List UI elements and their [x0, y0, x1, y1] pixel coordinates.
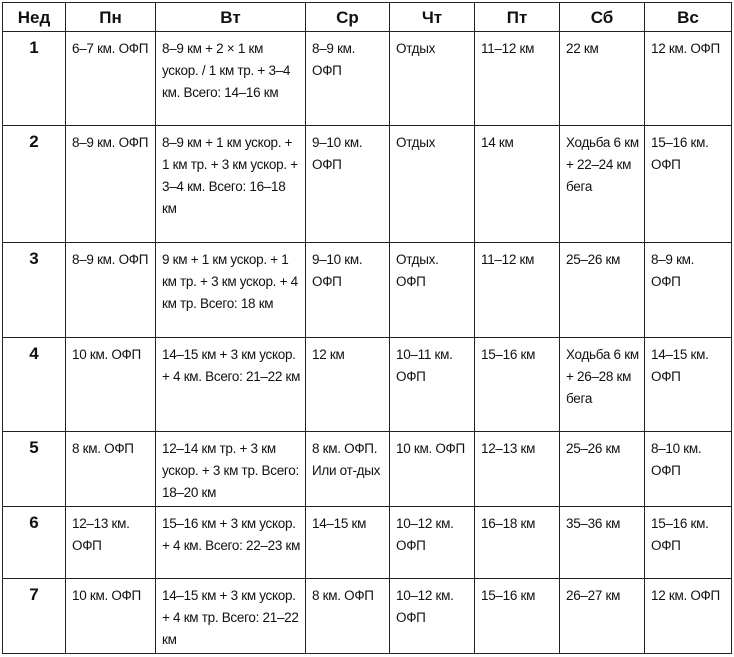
header-thu: Чт [390, 3, 475, 32]
cell-thu: 10 км. ОФП [390, 432, 475, 507]
cell-sun: 8–9 км. ОФП [645, 243, 732, 338]
header-week: Нед [3, 3, 66, 32]
cell-mon: 10 км. ОФП [66, 579, 156, 654]
cell-thu: Отдых. ОФП [390, 243, 475, 338]
cell-sun: 15–16 км. ОФП [645, 507, 732, 579]
table-row [3, 126, 732, 243]
header-sun: Вс [645, 3, 732, 32]
table-row [3, 432, 732, 507]
cell-mon: 12–13 км. ОФП [66, 507, 156, 579]
cell-tue: 12–14 км тр. + 3 км ускор. + 3 км тр. Всего: 18–20 км [156, 432, 306, 507]
cell-tue: 14–15 км + 3 км ускор. + 4 км тр. Всего: 21–22 км [156, 579, 306, 654]
cell-sat: 25–26 км [560, 432, 645, 507]
cell-fri: 14 км [475, 126, 560, 243]
header-tue: Вт [156, 3, 306, 32]
cell-wed: 8 км. ОФП [306, 579, 390, 654]
cell-wed: 9–10 км. ОФП [306, 126, 390, 243]
header-row [3, 3, 732, 32]
cell-sat: Ходьба 6 км + 26–28 км бега [560, 338, 645, 432]
cell-wed: 8–9 км. ОФП [306, 32, 390, 126]
week-number: 6 [3, 507, 66, 579]
cell-sat: Ходьба 6 км + 22–24 км бега [560, 126, 645, 243]
cell-sat: 35–36 км [560, 507, 645, 579]
cell-sat: 22 км [560, 32, 645, 126]
table-row [3, 338, 732, 432]
header-sat: Сб [560, 3, 645, 32]
cell-sun: 14–15 км. ОФП [645, 338, 732, 432]
cell-thu: 10–12 км. ОФП [390, 507, 475, 579]
cell-tue: 8–9 км + 2 × 1 км ускор. / 1 км тр. + 3–4 км. Всего: 14–16 км [156, 32, 306, 126]
cell-fri: 15–16 км [475, 579, 560, 654]
cell-mon: 6–7 км. ОФП [66, 32, 156, 126]
cell-mon: 10 км. ОФП [66, 338, 156, 432]
cell-sun: 8–10 км. ОФП [645, 432, 732, 507]
table-row [3, 243, 732, 338]
week-number: 7 [3, 579, 66, 654]
cell-sat: 26–27 км [560, 579, 645, 654]
table-row [3, 507, 732, 579]
week-number: 2 [3, 126, 66, 243]
table-row [3, 579, 732, 654]
cell-tue: 9 км + 1 км ускор. + 1 км тр. + 3 км ускор. + 4 км тр. Всего: 18 км [156, 243, 306, 338]
week-number: 1 [3, 32, 66, 126]
cell-sun: 12 км. ОФП [645, 579, 732, 654]
cell-tue: 8–9 км + 1 км ускор. + 1 км тр. + 3 км ускор. + 3–4 км. Всего: 16–18 км [156, 126, 306, 243]
cell-fri: 15–16 км [475, 338, 560, 432]
cell-thu: 10–11 км. ОФП [390, 338, 475, 432]
cell-wed: 9–10 км. ОФП [306, 243, 390, 338]
header-mon: Пн [66, 3, 156, 32]
cell-tue: 14–15 км + 3 км ускор. + 4 км. Всего: 21–22 км [156, 338, 306, 432]
cell-fri: 16–18 км [475, 507, 560, 579]
header-wed: Ср [306, 3, 390, 32]
cell-thu: 10–12 км. ОФП [390, 579, 475, 654]
week-number: 3 [3, 243, 66, 338]
cell-thu: Отдых [390, 126, 475, 243]
cell-wed: 14–15 км [306, 507, 390, 579]
table-row [3, 32, 732, 126]
week-number: 5 [3, 432, 66, 507]
cell-sun: 15–16 км. ОФП [645, 126, 732, 243]
cell-fri: 11–12 км [475, 32, 560, 126]
cell-fri: 11–12 км [475, 243, 560, 338]
cell-sat: 25–26 км [560, 243, 645, 338]
cell-thu: Отдых [390, 32, 475, 126]
cell-wed: 8 км. ОФП. Или от-дых [306, 432, 390, 507]
cell-fri: 12–13 км [475, 432, 560, 507]
cell-wed: 12 км [306, 338, 390, 432]
cell-mon: 8–9 км. ОФП [66, 126, 156, 243]
cell-mon: 8–9 км. ОФП [66, 243, 156, 338]
cell-sun: 12 км. ОФП [645, 32, 732, 126]
week-number: 4 [3, 338, 66, 432]
cell-tue: 15–16 км + 3 км ускор. + 4 км. Всего: 22–23 км [156, 507, 306, 579]
header-fri: Пт [475, 3, 560, 32]
training-schedule-table [2, 2, 732, 654]
cell-mon: 8 км. ОФП [66, 432, 156, 507]
